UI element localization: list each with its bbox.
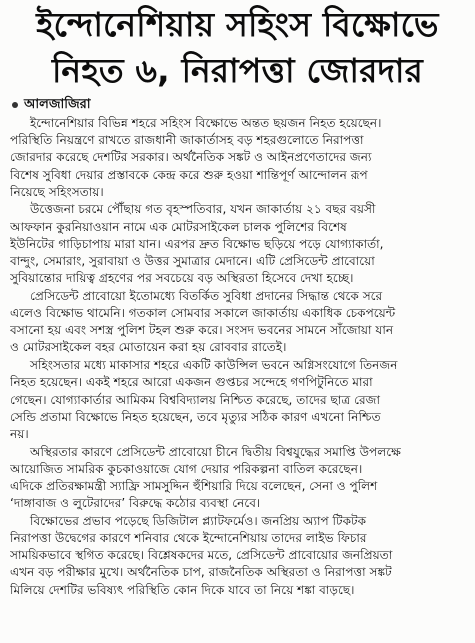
paragraph-line: সাময়িকভাবে স্থগিত করেছে। বিশ্লেষকদের মতে, প্রেসিডেন্ট প্রাবোয়োর জনপ্রিয়তা <box>10 548 393 563</box>
paragraph-line: মিলিয়ে দেশটির ভবিষ্যৎ পরিস্থিতি কোন দিকে যাবে তা নিয়ে শঙ্কা বাড়ছে। <box>10 582 355 597</box>
article-paragraph <box>10 288 468 357</box>
paragraph-line: উত্তেজনা চরমে পৌঁছায় গত বৃহস্পতিবার, যখন জাকার্তায় ২১ বছর বয়সী <box>30 202 376 217</box>
paragraph-line: ইউনিটের গাড়িচাপায় মারা যান। এরপর দ্রুত বিক্ষোভ ছড়িয়ে পড়ে যোগ্যাকার্তা, <box>10 236 384 251</box>
paragraph-line: জোরদার করেছে দেশটির সরকার। অর্থনৈতিক সঙ্কট ও আইনপ্রণেতাদের জন্য <box>10 150 372 165</box>
paragraph-line: নয়। <box>10 426 29 441</box>
article-paragraph <box>10 201 468 287</box>
paragraph-line: প্রেসিডেন্ট প্রাবোয়ো ইতোমধ্যে বিতর্কিত সুবিধা প্রদানের সিদ্ধান্ত থেকে সরে <box>30 288 383 303</box>
article-body <box>10 115 468 599</box>
paragraph-line: আফফান কুরনিয়াওয়ান নামে এক মোটরসাইকেল চালক পুলিশের বিশেষ <box>10 219 347 234</box>
paragraph-line: এলেও বিক্ষোভ থামেনি। গতকাল সোমবার সকালে জাকার্তায় একাধিক চেকপয়েন্ট <box>10 306 396 321</box>
paragraph-line: ও মোটরসাইকেল বহর মোতায়েন করা হয় রোববার রাতেই। <box>10 340 287 355</box>
paragraph-line: ‘দাঙ্গাবাজ ও লুটেরাদের’ বিরুদ্ধে কঠোর ব্যবস্থা নেবে। <box>10 496 261 511</box>
paragraph-line: আয়োজিত সামরিক কুচকাওয়াজে যোগ দেয়ার পরিকল্পনা বাতিল করেছেন। <box>10 461 363 476</box>
paragraph-line: সুবিয়ান্তোর দায়িত্ব গ্রহণের পর সবচেয়ে বড় অস্থিরতা হিসেবে দেখা হচ্ছে। <box>10 271 354 286</box>
paragraph-line: বান্দুং, সেমারাং, সুরাবায়া ও উত্তর সুমাত্রার মেদানে। এটি প্রেসিডেন্ট প্রাবোয়ো <box>10 254 375 268</box>
paragraph-line: বিশেষ সুবিধা দেয়ার প্রস্তাবকে কেন্দ্র করে শুরু হওয়া শান্তিপূর্ণ আন্দোলন রূপ <box>10 167 368 182</box>
paragraph-line: এদিকে প্রতিরক্ষামন্ত্রী স্যাফ্রি সামসুদ্দিন হুঁশিয়ারি দিয়ে বলেছেন, সেনা ও পুলিশ <box>10 478 378 493</box>
article-paragraph <box>10 444 468 513</box>
paragraph-line: ইন্দোনেশিয়ার বিভিন্ন শহরে সহিংস বিক্ষোভে অন্তত ছয়জন নিহত হয়েছেন। <box>30 116 382 130</box>
paragraph-line: বিক্ষোভের প্রভাব পড়েছে ডিজিটাল প্ল্যাটফর্মেও। জনপ্রিয় অ্যাপ টিকটক <box>30 513 367 528</box>
paragraph-line: অস্থিরতার কারণে প্রেসিডেন্ট প্রাবোয়ো চীনে দ্বিতীয় বিশ্বযুদ্ধের সমাপ্তি উপলক্ষে <box>30 444 401 459</box>
article-paragraph <box>10 357 468 443</box>
paragraph-line: সেন্ডি প্রতামা বিক্ষোভে নিহত হয়েছেন, তবে মৃত্যুর সঠিক কারণ এখনো নিশ্চিত <box>10 409 381 424</box>
article-paragraph <box>10 115 468 201</box>
article-paragraph <box>10 513 468 599</box>
paragraph-line: এখন বড় পরীক্ষার মুখে। অর্থনৈতিক চাপ, রাজনৈতিক অস্থিরতা ও নিরাপত্তা সঙ্কট <box>10 565 392 580</box>
paragraph-line: বসানো হয় এবং সশস্ত্র পুলিশ টহল শুরু করে। সংসদ ভবনের সামনে সাঁজোয়া যান <box>10 323 394 338</box>
paragraph-line: গেছেন। যোগ্যাকার্তার আমিকম বিশ্ববিদ্যালয় নিশ্চিত করেছে, তাদের ছাত্র রেজা <box>10 392 380 407</box>
source-byline <box>12 96 91 114</box>
headline-line-1: ইন্দোনেশিয়ায় সহিংস বিক্ষোভে <box>36 5 439 44</box>
headline-line-2: নিহত ৬, নিরাপত্তা জোরদার <box>51 51 424 90</box>
paragraph-line: নিহত হয়েছেন। একই শহরে আরো একজন গুপ্তচর সন্দেহে গণপিটুনিতে মারা <box>10 375 373 390</box>
paragraph-line: সহিংসতার মধ্যে মাকাসার শহরে একটি কাউন্সিল ভবনে অগ্নিসংযোগে তিনজন <box>30 358 398 373</box>
headline <box>0 2 475 94</box>
source-label: আলজাজিরা <box>24 96 91 112</box>
bullet-icon <box>12 102 18 108</box>
paragraph-line: নিয়েছে সহিংসতায়। <box>10 184 104 199</box>
paragraph-line: পরিস্থিতি নিয়ন্ত্রণে রাখতে রাজধানী জাকার্তাসহ বড় শহরগুলোতে নিরাপত্তা <box>10 133 364 148</box>
paragraph-line: নিরাপত্তা উদ্বেগের কারণে শনিবার থেকে ইন্দোনেশিয়ায় তাদের লাইভ ফিচার <box>10 531 367 545</box>
